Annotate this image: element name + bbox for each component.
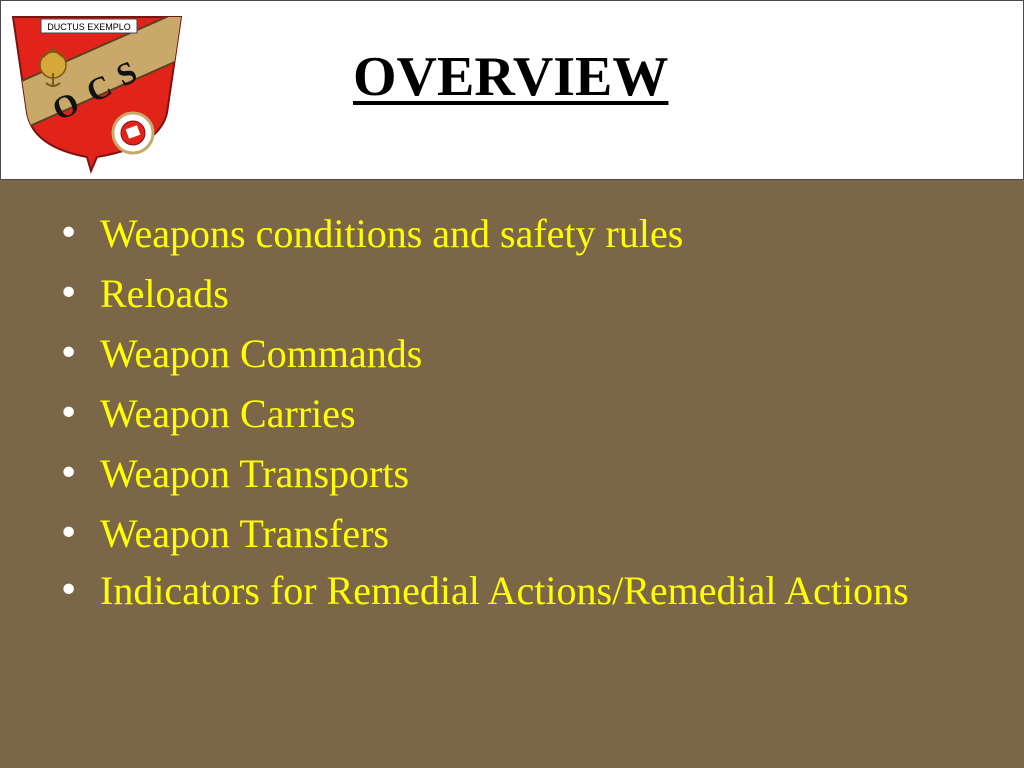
logo-letter: C [80,66,117,110]
list-item-text: Weapons conditions and safety rules [100,211,684,256]
list-item-text: Indicators for Remedial Actions/Remedial Actions [100,568,909,613]
bullet-icon: • [58,273,80,314]
slide-header [0,0,1024,180]
list-item-text: Reloads [100,271,229,316]
bullet-icon: • [58,513,80,554]
list-item [58,568,938,614]
list-item-text: Weapon Commands [100,331,423,376]
bullet-icon: • [58,213,80,254]
list-item-text: Weapon Transfers [100,511,389,556]
list-item [58,208,938,260]
slide-title: OVERVIEW [353,46,669,108]
list-item-text: Weapon Transports [100,451,410,496]
logo-letter: O [46,84,85,128]
list-item [58,388,938,440]
overview-bullet-list [58,208,938,622]
logo-letter: S [110,53,143,94]
list-item-text: Weapon Carries [100,391,356,436]
bullet-icon: • [58,393,80,434]
bullet-icon: • [58,453,80,494]
list-item [58,508,938,560]
list-item [58,448,938,500]
ocs-shield-logo [9,13,185,175]
list-item [58,328,938,380]
list-item [58,268,938,320]
logo-motto: DUCTUS EXEMPLO [47,22,131,32]
school-seal-icon [113,113,153,153]
bullet-icon: • [58,333,80,374]
bullet-icon: • [58,570,80,611]
